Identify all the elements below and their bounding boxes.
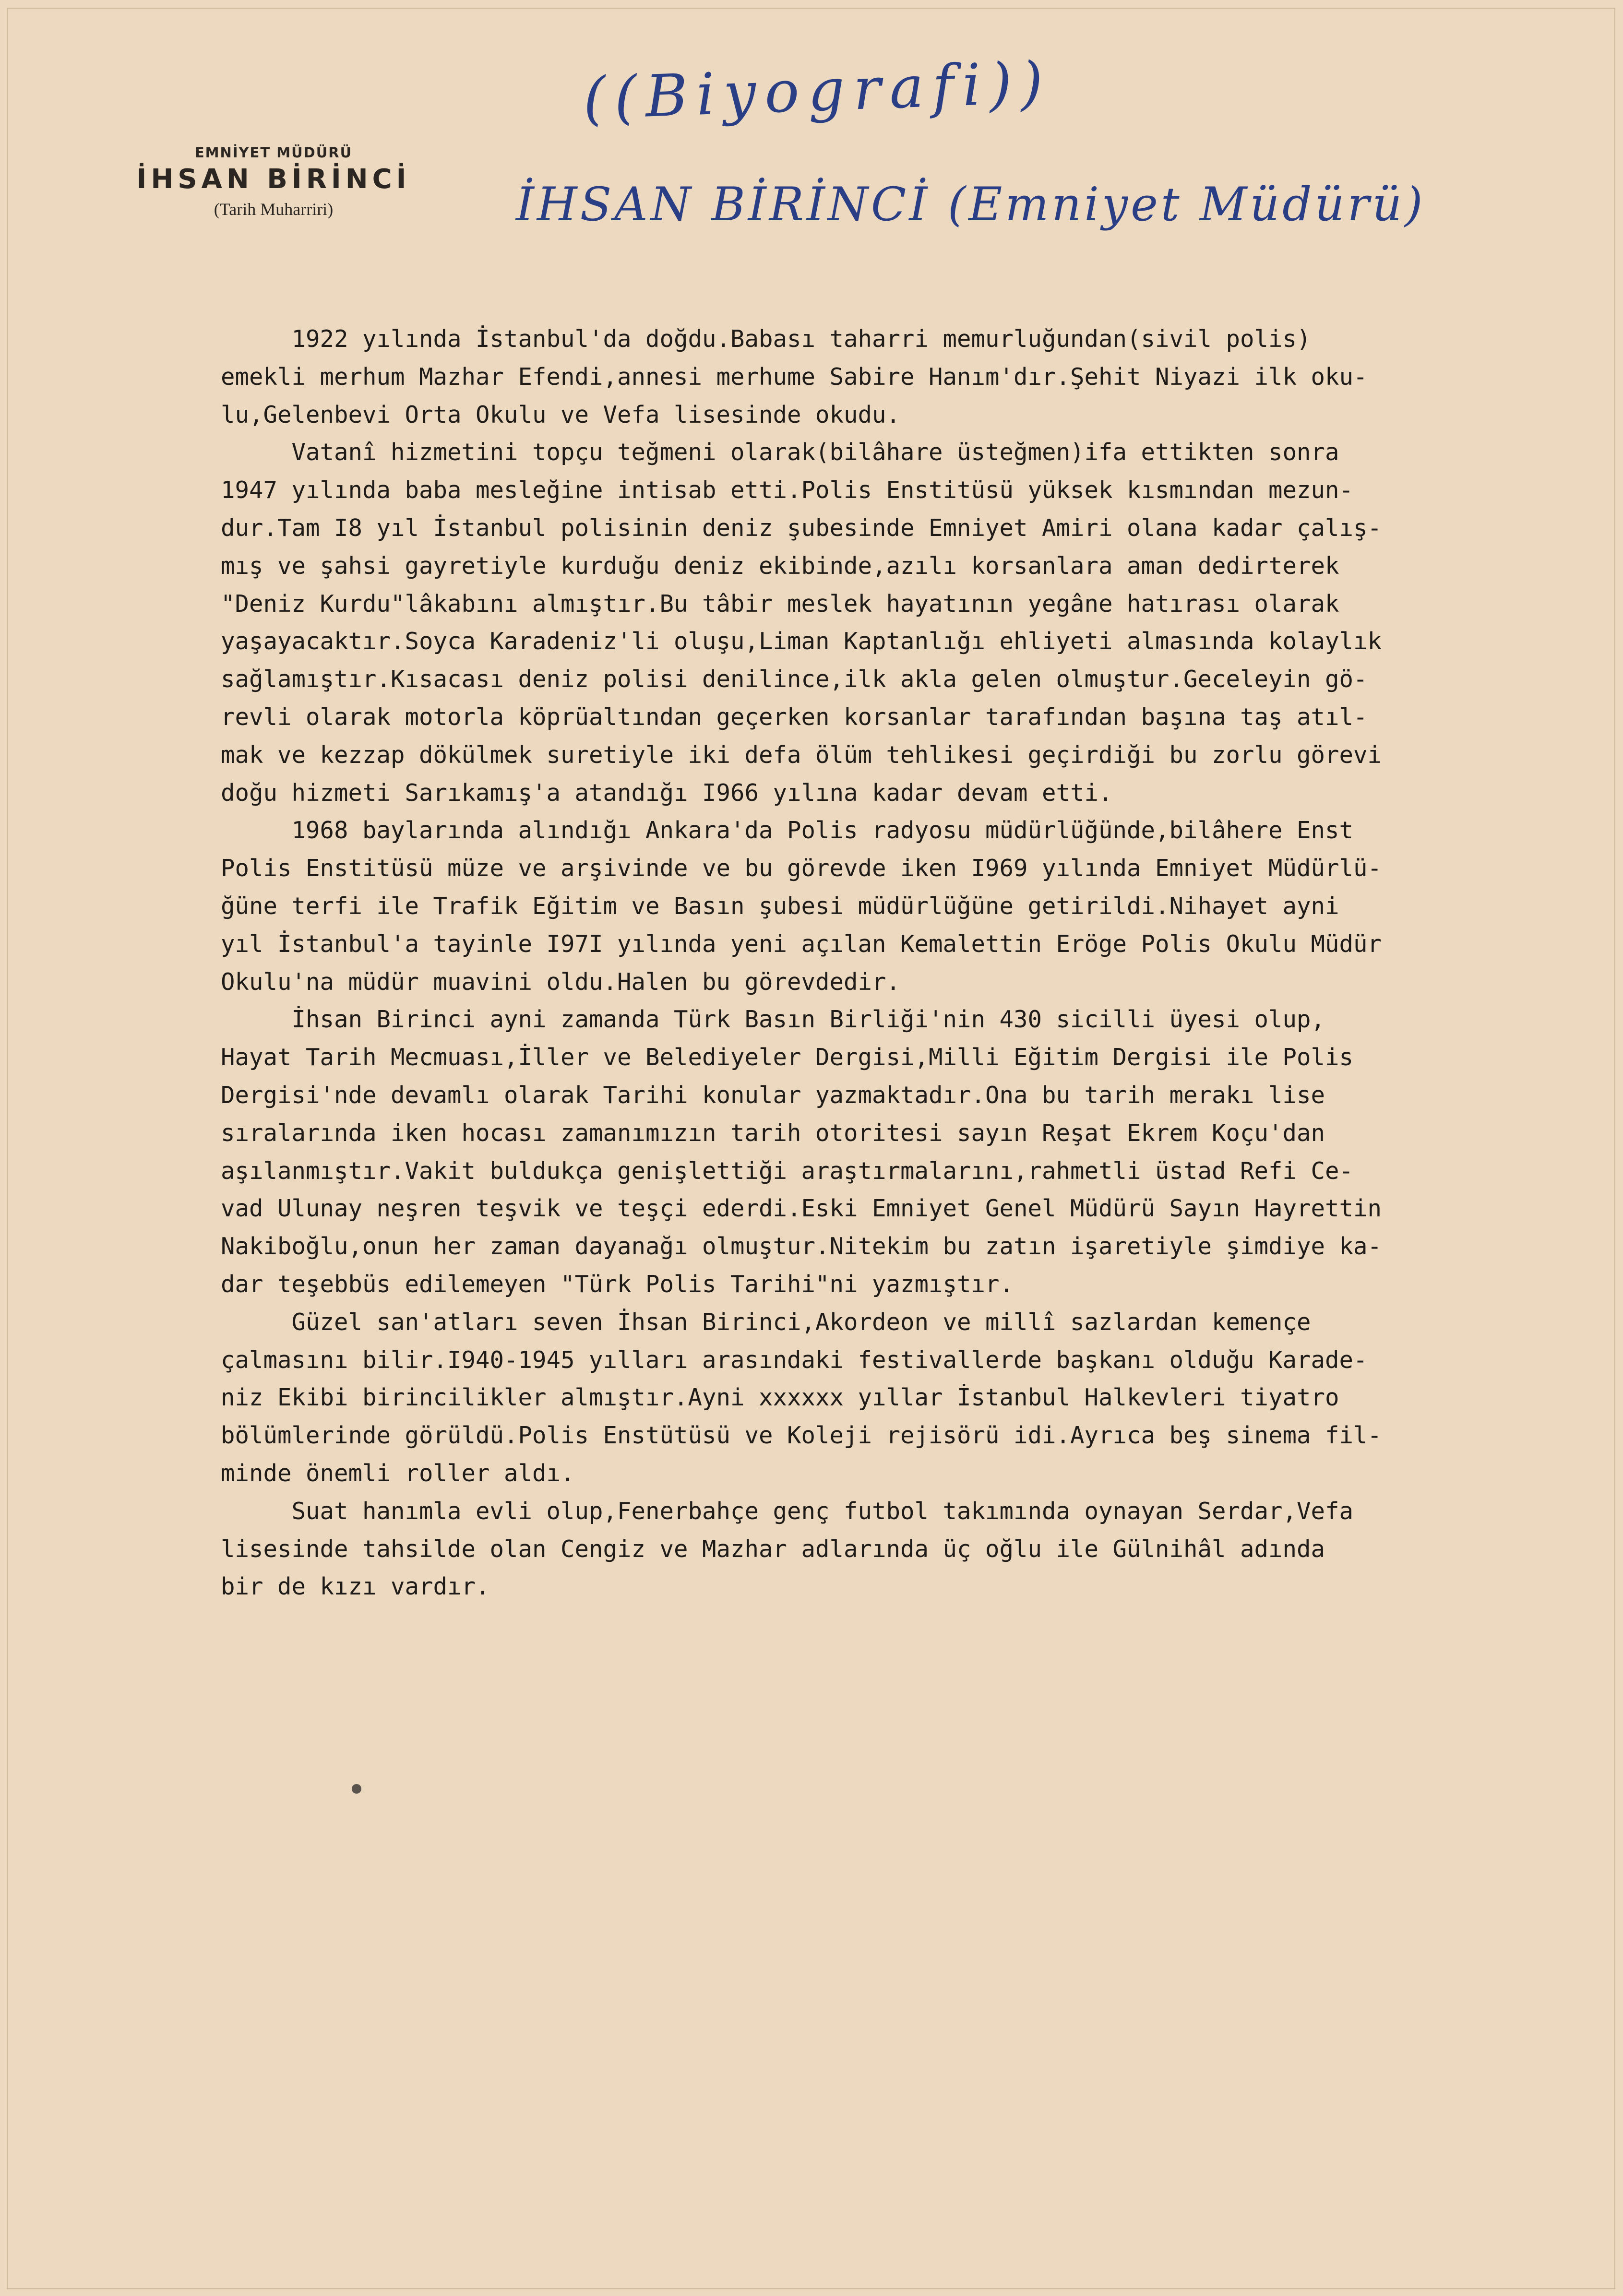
body-line: 1922 yılında İstanbul'da doğdu.Babası taharri memurluğundan(sivil polis) bbox=[221, 325, 1311, 353]
body-line: niz Ekibi birincilikler almıştır.Ayni xxxxxx yıllar İstanbul Halkevleri tiyatro bbox=[221, 1384, 1339, 1412]
body-line: 1968 baylarında alındığı Ankara'da Polis radyosu müdürlüğünde,bilâhere Enst bbox=[221, 817, 1354, 845]
letterhead bbox=[130, 143, 418, 222]
body-line: yaşayacaktır.Soyca Karadeniz'li oluşu,Liman Kaptanlığı ehliyeti almasında kolaylık bbox=[221, 628, 1382, 655]
body-line: çalmasını bilir.I940-1945 yılları arasındaki festivallerde başkanı olduğu Karade- bbox=[221, 1346, 1368, 1374]
typewritten-body bbox=[221, 321, 1612, 1606]
body-line: Güzel san'atları seven İhsan Birinci,Akordeon ve millî sazlardan kemençe bbox=[221, 1308, 1311, 1336]
letterhead-name: İHSAN BİRİNCİ bbox=[136, 164, 411, 195]
body-line: sağlamıştır.Kısacası deniz polisi denilince,ilk akla gelen olmuştur.Geceleyin gö- bbox=[221, 666, 1368, 693]
body-line: aşılanmıştır.Vakit buldukça genişlettiği araştırmalarını,rahmetli üstad Refi Ce- bbox=[221, 1157, 1354, 1185]
body-line: 1947 yılında baba mesleğine intisab etti.Polis Enstitüsü yüksek kısmından mezun- bbox=[221, 476, 1354, 504]
body-line: Dergisi'nde devamlı olarak Tarihi konular yazmaktadır.Ona bu tarih merakı lise bbox=[221, 1081, 1325, 1109]
body-line: Polis Enstitüsü müze ve arşivinde ve bu görevde iken I969 yılında Emniyet Müdürlü- bbox=[221, 855, 1382, 882]
body-line: Nakiboğlu,onun her zaman dayanağı olmuştur.Nitekim bu zatın işaretiyle şimdiye ka- bbox=[221, 1233, 1382, 1261]
body-line: doğu hizmeti Sarıkamış'a atandığı I966 yılına kadar devam etti. bbox=[221, 779, 1113, 807]
body-line: ğüne terfi ile Trafik Eğitim ve Basın şubesi müdürlüğüne getirildi.Nihayet ayni bbox=[221, 892, 1339, 920]
ink-spot bbox=[352, 1784, 361, 1794]
body-line: yıl İstanbul'a tayinle I97I yılında yeni açılan Kemalettin Eröge Polis Okulu Müdür bbox=[221, 930, 1382, 958]
body-line: bir de kızı vardır. bbox=[221, 1573, 490, 1601]
letterhead-subtitle: (Tarih Muharriri) bbox=[214, 200, 334, 219]
body-line: revli olarak motorla köprüaltından geçerken korsanlar tarafından başına taş atıl- bbox=[221, 703, 1368, 731]
letterhead-role: EMNİYET MÜDÜRÜ bbox=[194, 144, 353, 161]
body-line: Hayat Tarih Mecmuası,İller ve Belediyeler Dergisi,Milli Eğitim Dergisi ile Polis bbox=[221, 1044, 1354, 1071]
body-line: Vatanî hizmetini topçu teğmeni olarak(bilâhare üsteğmen)ifa ettikten sonra bbox=[221, 439, 1339, 466]
body-line: lisesinde tahsilde olan Cengiz ve Mazhar adlarında üç oğlu ile Gülnihâl adında bbox=[221, 1535, 1325, 1563]
body-line: mış ve şahsi gayretiyle kurduğu deniz ekibinde,azılı korsanlara aman dedirterek bbox=[221, 552, 1339, 580]
body-line: mak ve kezzap dökülmek suretiyle iki defa ölüm tehlikesi geçirdiği bu zorlu görevi bbox=[221, 741, 1382, 769]
body-line: emekli merhum Mazhar Efendi,annesi merhume Sabire Hanım'dır.Şehit Niyazi ilk oku- bbox=[221, 363, 1368, 391]
body-line: sıralarında iken hocası zamanımızın tarih otoritesi sayın Reşat Ekrem Koçu'dan bbox=[221, 1119, 1325, 1147]
body-line: lu,Gelenbevi Orta Okulu ve Vefa lisesinde okudu. bbox=[221, 401, 901, 428]
body-line: vad Ulunay neşren teşvik ve teşçi ederdi.Eski Emniyet Genel Müdürü Sayın Hayrettin bbox=[221, 1195, 1382, 1223]
body-line: dur.Tam I8 yıl İstanbul polisinin deniz şubesinde Emniyet Amiri olana kadar çalış- bbox=[221, 514, 1382, 542]
body-line: Okulu'na müdür muavini oldu.Halen bu görevdedir. bbox=[221, 968, 901, 996]
body-line: "Deniz Kurdu"lâkabını almıştır.Bu tâbir meslek hayatının yegâne hatırası olarak bbox=[221, 590, 1339, 618]
body-line: minde önemli roller aldı. bbox=[221, 1459, 575, 1487]
handwritten-heading-name: İHSAN BİRİNCİ (Emniyet Müdürü) bbox=[516, 178, 1426, 231]
handwritten-heading-biography: ((Biyografi)) bbox=[582, 49, 1053, 132]
body-line: bölümlerinde görüldü.Polis Enstütüsü ve Koleji rejisörü idi.Ayrıca beş sinema fil- bbox=[221, 1422, 1382, 1450]
body-line: Suat hanımla evli olup,Fenerbahçe genç futbol takımında oynayan Serdar,Vefa bbox=[221, 1497, 1354, 1525]
body-line: dar teşebbüs edilemeyen "Türk Polis Tarihi"ni yazmıştır. bbox=[221, 1270, 1014, 1298]
body-line: İhsan Birinci ayni zamanda Türk Basın Birliği'nin 430 sicilli üyesi olup, bbox=[221, 1006, 1325, 1034]
